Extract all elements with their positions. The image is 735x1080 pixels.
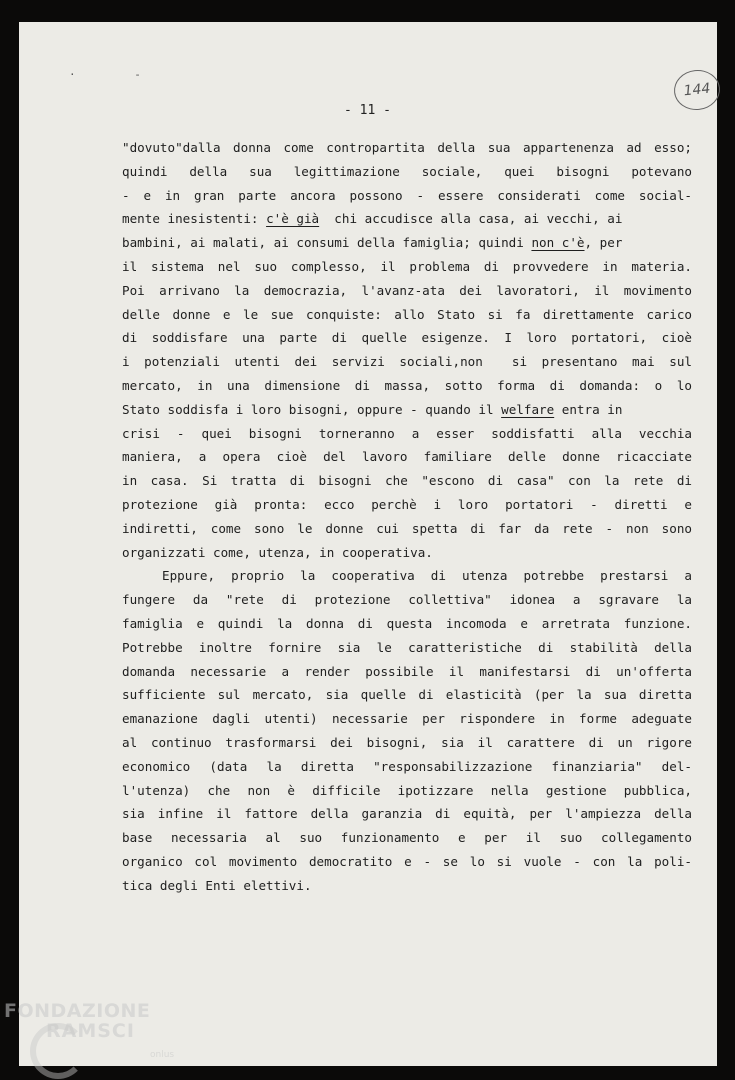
text-line: crisi - quei bisogni torneranno a esser soddisfatti alla vecchia [122, 425, 692, 441]
text-line: indiretti, come sono le donne cui spetta di far da rete - non sono [122, 520, 692, 536]
text-line: base necessaria al suo funzionamento e per il suo collegamento [122, 830, 692, 846]
text-line: quindi della sua legittimazione sociale, quei bisogni potevano [122, 163, 692, 179]
text-line: famiglia e quindi la donna di questa incomoda e arretrata funzione. [122, 615, 692, 631]
text-line: Poi arrivano la democrazia, l'avanz-ata dei lavoratori, il movimento [122, 282, 692, 298]
watermark-line1: FONDAZIONE [4, 1000, 151, 1022]
text-fragment: , per [584, 235, 623, 251]
underlined-text: non c'è [531, 235, 585, 251]
folio-stamp: 144 [672, 68, 722, 113]
text-fragment: chi accudisce alla casa, ai vecchi, ai [319, 211, 623, 227]
text-line: Potrebbe inoltre fornire sia le caratteristiche di stabilità della [122, 639, 692, 655]
watermark-line3: onlus [150, 1050, 175, 1060]
corner-marks: · - [69, 68, 167, 81]
text-line: mercato, in una dimensione di massa, sotto forma di domanda: o lo [122, 377, 692, 393]
text-line: l'utenza) che non è difficile ipotizzare nella gestione pubblica, [122, 782, 692, 798]
text-line: delle donne e le sue conquiste: allo Stato si fa direttamente carico [122, 306, 692, 322]
text-line: economico (data la diretta "responsabilizzazione finanziaria" del- [122, 758, 692, 774]
page-number: - 11 - [344, 103, 391, 118]
watermark-line2: RAMSCI [46, 1020, 135, 1042]
text-line: - e in gran parte ancora possono - essere considerati come social- [122, 187, 692, 203]
text-line: di soddisfare una parte di quelle esigenze. I loro portatori, cioè [122, 330, 692, 346]
text-line: fungere da "rete di protezione collettiva" idonea a sgravare la [122, 592, 692, 608]
text-line: sufficiente sul mercato, sia quelle di elasticità (per la sua diretta [122, 687, 692, 703]
text-line [122, 207, 692, 231]
text-fragment: mente inesistenti: [122, 211, 267, 227]
text-fragment: entra in [554, 401, 623, 417]
text-line: organizzati come, utenza, in cooperativa. [122, 544, 433, 560]
text-line: domanda necessarie a render possibile il manifestarsi di un'offerta [122, 663, 692, 679]
text-line: protezione già pronta: ecco perchè i loro portatori - diretti e [122, 496, 692, 512]
document-body [122, 136, 692, 898]
underlined-text: welfare [501, 401, 555, 417]
text-line: Eppure, proprio la cooperativa di utenza potrebbe prestarsi a [162, 568, 692, 584]
text-line: "dovuto"dalla donna come contropartita della sua appartenenza ad esso; [122, 140, 692, 155]
text-fragment: bambini, ai malati, ai consumi della famiglia; quindi [122, 235, 532, 251]
underlined-text: c'è già [266, 211, 320, 227]
text-line: maniera, a opera cioè del lavoro familiare delle donne ricacciate [122, 449, 692, 465]
text-line: il sistema nel suo complesso, il problema di provvedere in materia. [122, 258, 692, 274]
text-line: in casa. Si tratta di bisogni che "escono di casa" con la rete di [122, 473, 692, 489]
text-line [122, 398, 692, 422]
watermark-logo [4, 1000, 175, 1060]
text-line: tica degli Enti elettivi. [122, 877, 312, 893]
text-line: sia infine il fattore della garanzia di equità, per l'ampiezza della [122, 806, 692, 822]
text-line: i potenziali utenti dei servizi sociali,non si presentano mai sul [122, 354, 692, 370]
text-line: al continuo trasformarsi dei bisogni, sia il carattere di un rigore [122, 734, 692, 750]
text-line: organico col movimento democratito e - se lo si vuole - con la poli- [122, 853, 692, 869]
text-line: emanazione dagli utenti) necessarie per rispondere in forme adeguate [122, 711, 692, 727]
text-line [122, 231, 692, 255]
text-fragment: Stato soddisfa i loro bisogni, oppure - quando il [122, 401, 502, 417]
